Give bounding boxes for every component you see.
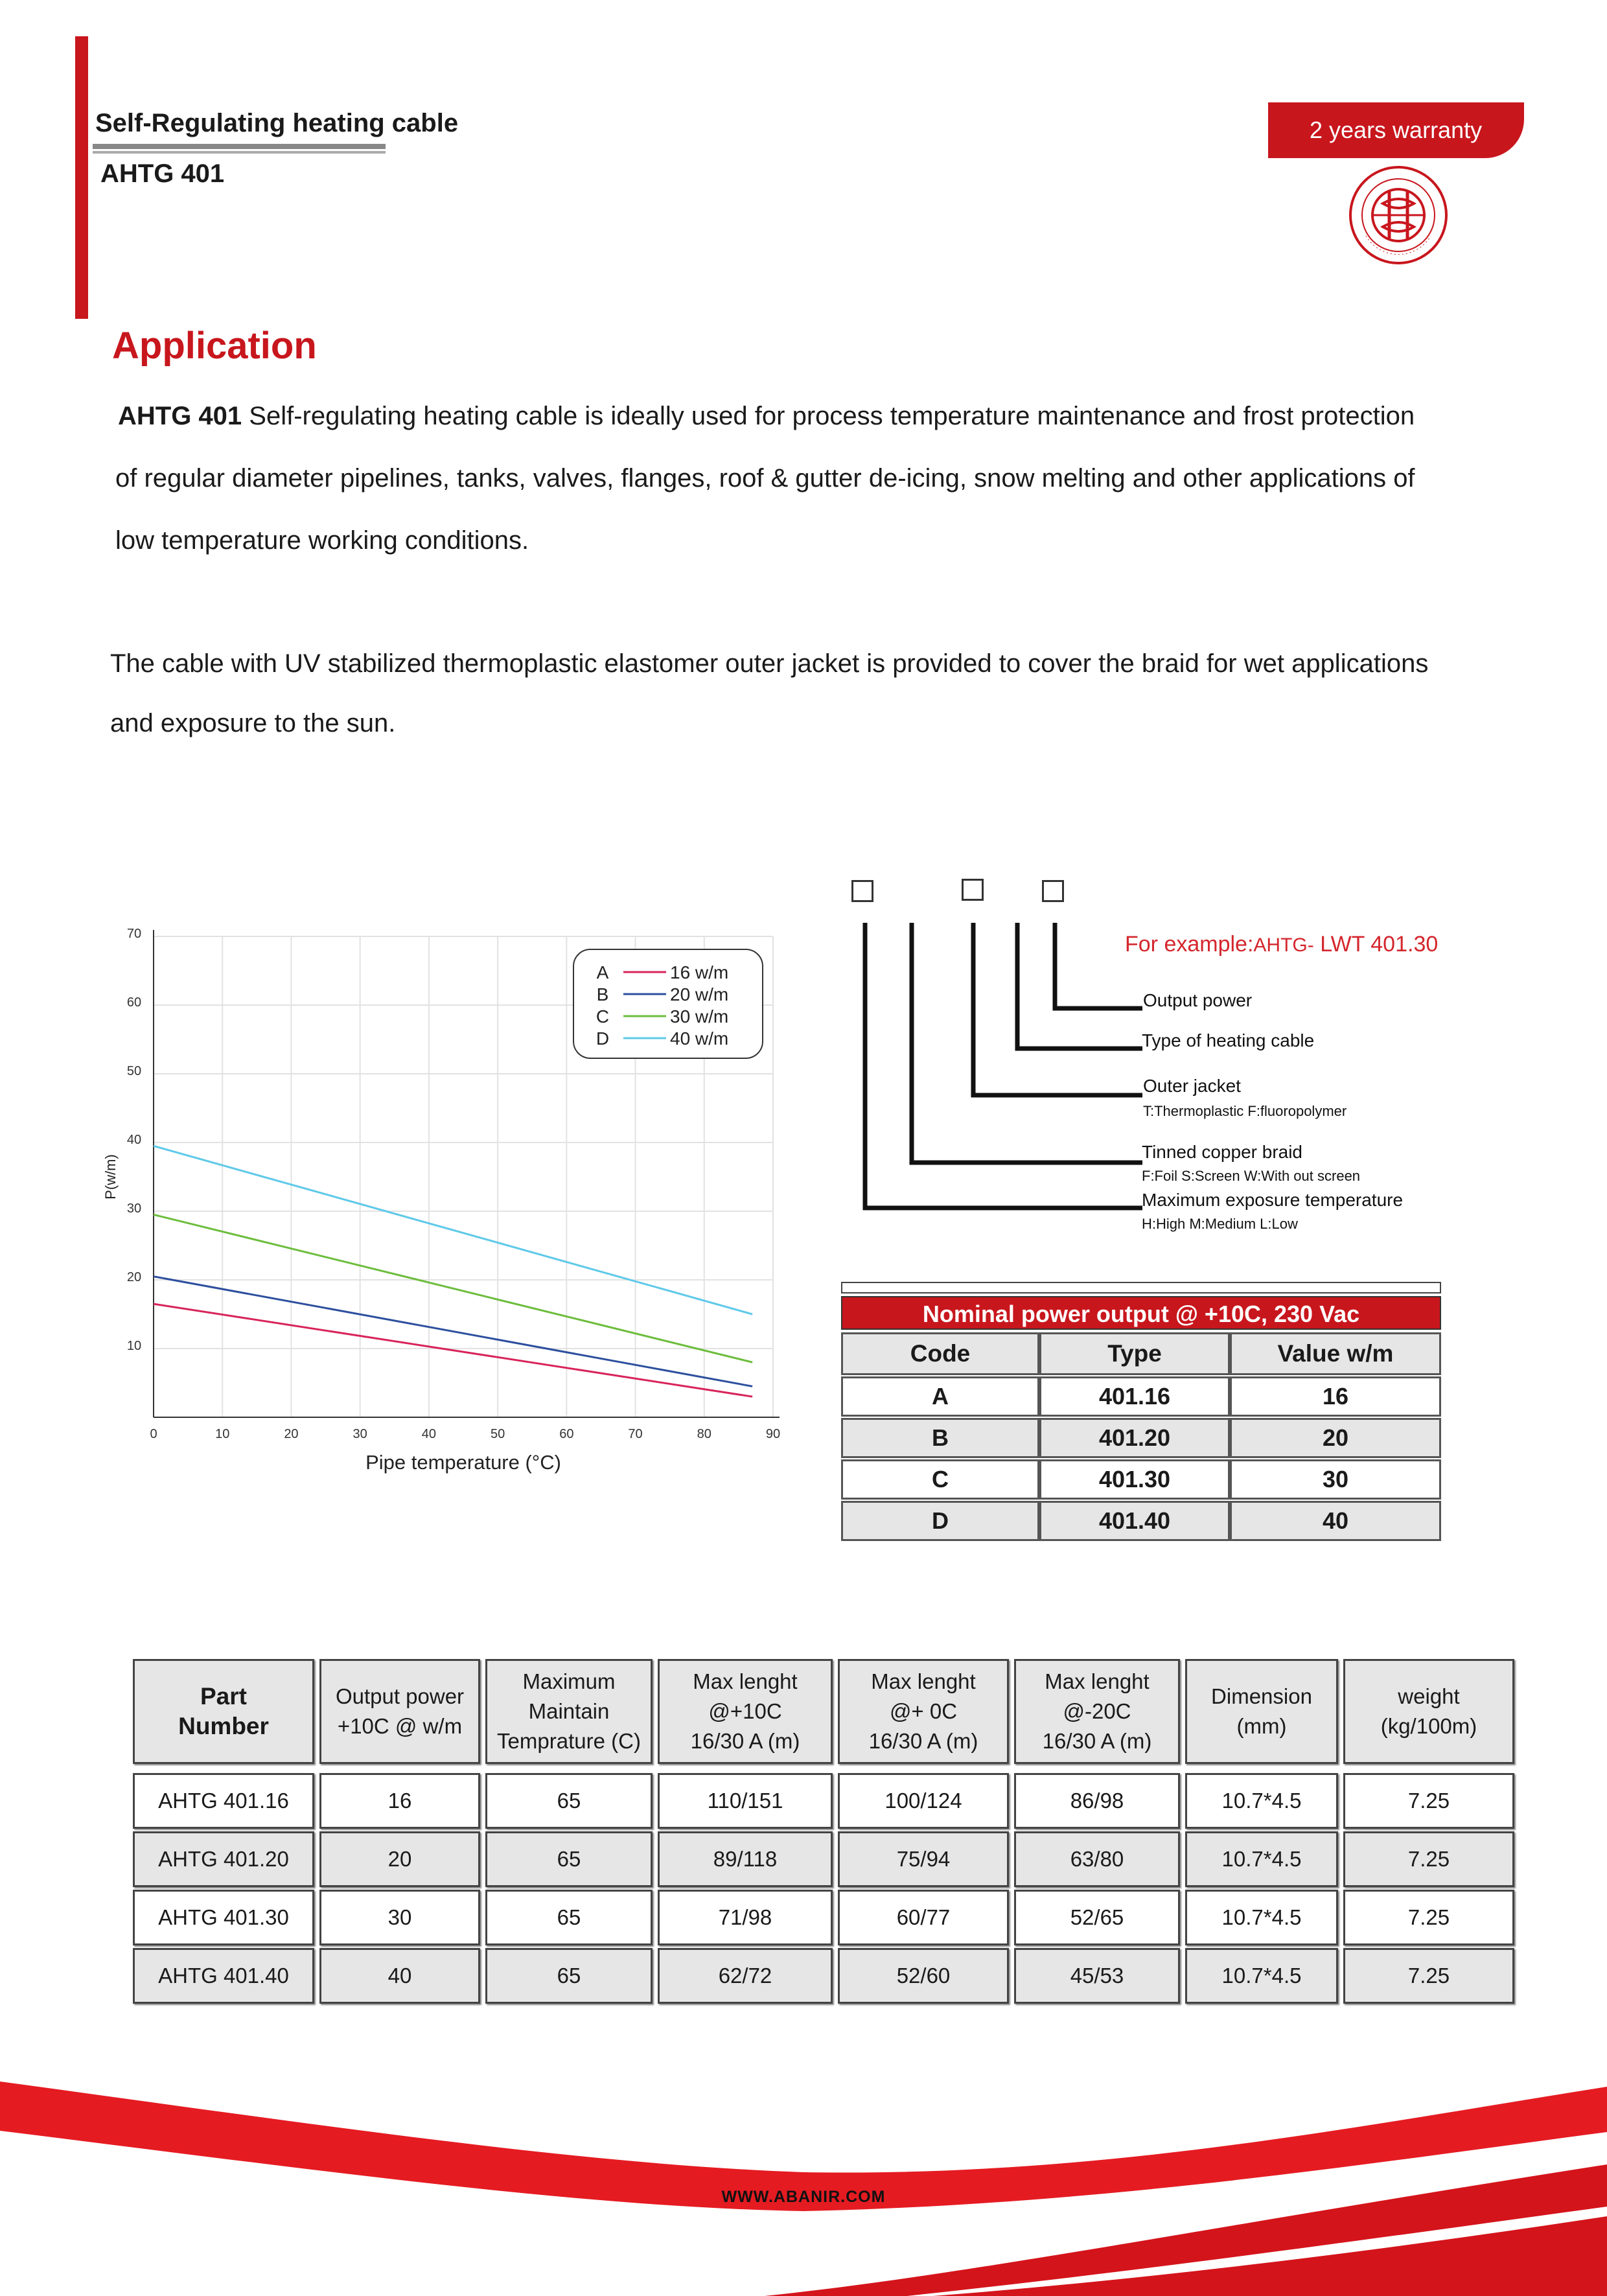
nominal-table-title: Nominal power output @ +10C, 230 Vac	[841, 1296, 1441, 1330]
title-underline-thin	[93, 151, 386, 154]
label-cable-type: Type of heating cable	[1142, 1030, 1315, 1050]
cell-max-maintain-temp: 65	[485, 1831, 653, 1887]
legend-label: 20 w/m	[670, 984, 729, 1004]
cell-max-length-10c: 62/72	[658, 1948, 833, 2004]
braid-options: F:Foil S:Screen W:With out screen	[1142, 1168, 1361, 1184]
cell-part-number: AHTG 401.16	[133, 1773, 314, 1829]
nominal-cell-value: 20	[1230, 1418, 1441, 1458]
table-row	[133, 1829, 1488, 1887]
y-tick-label: 50	[126, 1064, 142, 1078]
legend-letter: B	[596, 984, 609, 1004]
specifications-table	[133, 1659, 1488, 2004]
label-outer-jacket: Outer jacket	[1143, 1076, 1241, 1096]
x-tick-label: 40	[421, 1427, 437, 1441]
footer-red-swoosh	[0, 2061, 1607, 2296]
footer-website: WWW.ABANIR.COM	[721, 2188, 886, 2206]
cell-weight: 7.25	[1343, 1948, 1514, 2004]
header-code: Code	[841, 1332, 1039, 1375]
cell-weight: 7.25	[1343, 1831, 1514, 1887]
y-tick-label: 30	[126, 1201, 142, 1216]
cell-max-length-0c: 52/60	[838, 1948, 1009, 2004]
application-paragraph-line-1	[118, 402, 1415, 431]
paragraph-text: Self-regulating heating cable is ideally used for process temperature maintenance and frost protection	[242, 402, 1415, 430]
application-paragraph-line-2: of regular diameter pipelines, tanks, valves, flanges, roof & gutter de-icing, snow melting and other applications of	[115, 464, 1415, 493]
table-top-border	[841, 1282, 1441, 1293]
spec-header-row	[133, 1659, 1488, 1764]
cell-dimension: 10.7*4.5	[1185, 1890, 1338, 1945]
cell-weight: 7.25	[1343, 1773, 1514, 1829]
x-tick-label: 10	[215, 1427, 230, 1441]
section-heading-application: Application	[112, 325, 317, 367]
company-seal-logo	[1347, 163, 1450, 267]
x-tick-label: 20	[284, 1427, 299, 1441]
nominal-cell-code: B	[841, 1418, 1039, 1458]
header-accent-bar	[75, 36, 88, 319]
y-tick-label: 40	[126, 1133, 142, 1147]
cell-max-length-10c: 71/98	[658, 1890, 833, 1945]
cell-max-length-0c: 75/94	[838, 1831, 1009, 1887]
series-line-b	[154, 1277, 752, 1387]
header-max-length-0c: Max lenght @+ 0C 16/30 A (m)	[838, 1659, 1009, 1764]
y-tick-label: 60	[126, 995, 142, 1010]
header-max-length-10c: Max lenght @+10C 16/30 A (m)	[658, 1659, 833, 1764]
table-row	[133, 1945, 1488, 2004]
nominal-cell-code: A	[841, 1376, 1039, 1417]
cell-max-length-10c: 89/118	[658, 1831, 833, 1887]
table-row	[133, 1770, 1488, 1829]
code-box-2	[962, 879, 984, 901]
x-tick-label: 50	[490, 1427, 505, 1441]
y-tick-label: 20	[126, 1270, 142, 1284]
cell-part-number: AHTG 401.20	[133, 1831, 314, 1887]
label-output-power: Output power	[1143, 990, 1253, 1010]
header-type: Type	[1039, 1332, 1230, 1375]
cell-max-length-minus20c: 45/53	[1014, 1948, 1180, 2004]
chart-lines	[154, 1146, 752, 1397]
x-tick-label: 30	[353, 1427, 367, 1441]
cell-output-power: 30	[319, 1890, 480, 1945]
y-tick-label: 10	[126, 1339, 142, 1353]
legend-label: 40 w/m	[670, 1028, 729, 1049]
cell-max-maintain-temp: 65	[485, 1890, 653, 1945]
title-underline	[93, 144, 386, 149]
cell-part-number: AHTG 401.40	[133, 1948, 314, 2004]
nominal-cell-value: 40	[1230, 1501, 1441, 1541]
nominal-cell-type: 401.40	[1039, 1501, 1230, 1541]
legend-label: 16 w/m	[670, 962, 729, 982]
max-exposure-options: H:High M:Medium L:Low	[1142, 1216, 1298, 1232]
nominal-cell-code: D	[841, 1501, 1039, 1541]
application-paragraph-line-3: low temperature working conditions.	[115, 526, 529, 555]
example-prefix-code: AHTG-	[1253, 934, 1314, 956]
legend-letter: A	[596, 962, 609, 982]
example-code: LWT 401.30	[1320, 932, 1439, 957]
cell-part-number: AHTG 401.30	[133, 1890, 314, 1945]
label-max-exposure-temperature: Maximum exposure temperature	[1142, 1190, 1404, 1210]
inline-product-code: AHTG 401	[118, 402, 242, 430]
cell-max-length-0c: 100/124	[838, 1773, 1009, 1829]
table-row	[133, 1887, 1488, 1945]
jacket-paragraph-line-1: The cable with UV stabilized thermoplastic elastomer outer jacket is provided to cover the braid for wet applications	[110, 649, 1429, 678]
x-tick-label: 0	[150, 1427, 157, 1441]
power-temperature-chart	[84, 914, 816, 1484]
legend-letter: C	[595, 1006, 610, 1026]
header-dimension: Dimension (mm)	[1185, 1659, 1338, 1764]
warranty-badge: 2 years warranty	[1268, 102, 1524, 158]
x-tick-label: 60	[559, 1427, 574, 1441]
cell-output-power: 20	[319, 1831, 480, 1887]
x-tick-label: 90	[765, 1427, 781, 1441]
cell-max-length-minus20c: 86/98	[1014, 1773, 1180, 1829]
nominal-cell-value: 30	[1230, 1459, 1441, 1500]
legend-label: 30 w/m	[670, 1006, 729, 1026]
cell-max-length-minus20c: 52/65	[1014, 1890, 1180, 1945]
nominal-cell-value: 16	[1230, 1376, 1441, 1417]
spec-table-body	[133, 1770, 1488, 2004]
header-value: Value w/m	[1230, 1332, 1441, 1375]
nominal-cell-type: 401.20	[1039, 1418, 1230, 1458]
jacket-paragraph-line-2: and exposure to the sun.	[110, 709, 396, 737]
header-max-maintain-temp: Maximum Maintain Temprature (C)	[485, 1659, 653, 1764]
cell-max-length-10c: 110/151	[658, 1773, 833, 1829]
nominal-cell-type: 401.16	[1039, 1376, 1230, 1417]
nominal-cell-type: 401.30	[1039, 1459, 1230, 1500]
cell-max-length-0c: 60/77	[838, 1890, 1009, 1945]
nominal-power-table	[841, 1282, 1441, 1542]
legend-letter: D	[595, 1028, 610, 1049]
cell-output-power: 16	[319, 1773, 480, 1829]
header-output-power: Output power +10C @ w/m	[319, 1659, 480, 1764]
code-box-3	[1042, 880, 1064, 902]
document-title: Self-Regulating heating cable	[95, 109, 459, 137]
example-prefix: For example:	[1125, 932, 1254, 957]
header-weight: weight (kg/100m)	[1343, 1659, 1514, 1764]
cell-dimension: 10.7*4.5	[1185, 1831, 1338, 1887]
chart-legend	[573, 949, 763, 1058]
cell-dimension: 10.7*4.5	[1185, 1773, 1338, 1829]
cell-max-maintain-temp: 65	[485, 1948, 653, 2004]
code-box-1	[851, 880, 873, 902]
label-tinned-copper-braid: Tinned copper braid	[1142, 1142, 1303, 1162]
x-axis-label: Pipe temperature (°C)	[365, 1451, 561, 1474]
header-max-length-minus20c: Max lenght @-20C 16/30 A (m)	[1014, 1659, 1180, 1764]
series-line-a	[154, 1304, 752, 1397]
cell-output-power: 40	[319, 1948, 480, 2004]
nominal-cell-code: C	[841, 1459, 1039, 1500]
cell-dimension: 10.7*4.5	[1185, 1948, 1338, 2004]
x-tick-label: 80	[697, 1427, 711, 1441]
outer-jacket-options: T:Thermoplastic F:fluoropolymer	[1143, 1103, 1347, 1119]
nominal-table-grid	[841, 1332, 1441, 1542]
cell-max-maintain-temp: 65	[485, 1773, 653, 1829]
y-tick-label: 70	[126, 927, 142, 941]
cell-weight: 7.25	[1343, 1890, 1514, 1945]
code-breakdown-connectors	[842, 907, 1153, 1218]
code-example	[1125, 932, 1438, 957]
header-part-number: Part Number	[133, 1659, 314, 1764]
cell-max-length-minus20c: 63/80	[1014, 1831, 1180, 1887]
y-axis-label: P(w/m)	[102, 1154, 119, 1200]
x-tick-label: 70	[628, 1427, 643, 1441]
product-code: AHTG 401	[100, 159, 225, 188]
